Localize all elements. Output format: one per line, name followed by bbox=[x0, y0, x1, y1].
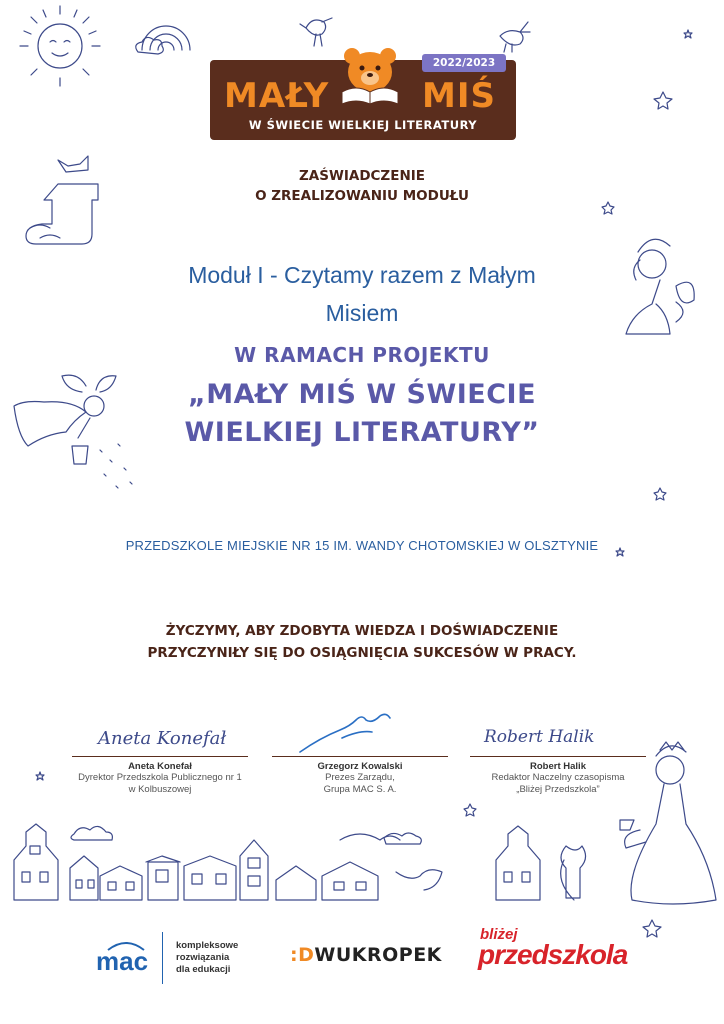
svg-text:Robert Halik: Robert Halik bbox=[484, 727, 595, 747]
mac-divider bbox=[162, 932, 163, 984]
dwukropek-mark: :D bbox=[290, 944, 315, 966]
school-name: PRZEDSZKOLE MIEJSKIE NR 15 IM. WANDY CHOTOMSKIEJ W OLSZTYNIE bbox=[125, 538, 599, 553]
within-project-label: W RAMACH PROJEKTU bbox=[234, 343, 490, 367]
svg-text:Aneta Konefał: Aneta Konefał bbox=[98, 728, 227, 749]
signature-line bbox=[470, 756, 646, 757]
signatory-name-1: Aneta Konefał bbox=[128, 761, 192, 772]
module-title-line1: Moduł I - Czytamy razem z Małym bbox=[188, 262, 536, 288]
sun-icon bbox=[20, 6, 100, 86]
mac-tagline-line2: rozwiązania bbox=[176, 952, 230, 963]
mac-arc-icon bbox=[106, 938, 146, 952]
blizej-wordmark-top: bliżej bbox=[480, 926, 518, 943]
logo-subtitle: W ŚWIECIE WIELKIEJ LITERATURY bbox=[248, 118, 478, 132]
module-title bbox=[120, 256, 604, 332]
mac-tagline bbox=[176, 940, 238, 976]
logo-year-badge: 2022/2023 bbox=[422, 54, 506, 72]
logo-title-left: MAŁY bbox=[224, 76, 330, 116]
signatory-role-3b: „Bliżej Przedszkola” bbox=[516, 784, 600, 795]
certificate-heading bbox=[0, 166, 724, 206]
mac-wordmark: mac bbox=[96, 946, 149, 976]
signatory-role-1b: w Kolbuszowej bbox=[128, 784, 192, 795]
bird-icon bbox=[300, 18, 530, 52]
wish-text-line1: ŻYCZYMY, ABY ZDOBYTA WIEDZA I DOŚWIADCZENIE bbox=[165, 623, 559, 639]
girl-with-butterfly-icon bbox=[626, 239, 694, 334]
wish-text-line2: PRZYCZYNIŁY SIĘ DO OSIĄGNIĘCIA SUKCESÓW W PRACY. bbox=[147, 645, 577, 661]
signature-line bbox=[72, 756, 248, 757]
signature-block-3 bbox=[470, 712, 646, 796]
bear-icon bbox=[338, 46, 402, 108]
signatory-name-3: Robert Halik bbox=[530, 761, 586, 772]
mac-logo bbox=[96, 930, 256, 986]
fairy-icon bbox=[14, 375, 132, 488]
signature-block-2 bbox=[272, 712, 448, 796]
dwukropek-wordmark: WUKROPEK bbox=[314, 944, 442, 966]
signature-image-2 bbox=[272, 712, 448, 756]
signature-image-3 bbox=[470, 712, 646, 756]
handwritten-signature-1 bbox=[72, 712, 248, 756]
houses-icon bbox=[14, 824, 586, 900]
maly-mis-logo bbox=[210, 57, 516, 140]
project-title-line1: „MAŁY MIŚ W ŚWIECIE bbox=[187, 379, 537, 410]
logo-title-right: MIŚ bbox=[422, 76, 496, 116]
project-title bbox=[120, 376, 604, 452]
signatory-role-3a: Redaktor Naczelny czasopisma bbox=[491, 772, 625, 783]
handwritten-signature-2 bbox=[272, 712, 448, 756]
certificate-heading-line2: O ZREALIZOWANIU MODUŁU bbox=[255, 188, 469, 204]
blizej-przedszkola-logo bbox=[478, 926, 628, 982]
module-title-line2: Misiem bbox=[325, 300, 399, 326]
signatory-role-2a: Prezes Zarządu, bbox=[325, 772, 395, 783]
signature-block-1 bbox=[72, 712, 248, 796]
mac-tagline-line1: kompleksowe bbox=[176, 940, 239, 951]
dwukropek-logo bbox=[290, 944, 442, 966]
signatory-role-2b: Grupa MAC S. A. bbox=[323, 784, 397, 795]
signatory-role-1a: Dyrektor Przedszkola Publicznego nr 1 bbox=[78, 772, 242, 783]
blizej-wordmark-main: przedszkola bbox=[478, 939, 628, 970]
mac-tagline-line3: dla edukacji bbox=[176, 964, 231, 975]
rainbow-icon bbox=[136, 26, 190, 54]
project-title-line2: WIELKIEJ LITERATURY” bbox=[184, 417, 540, 448]
signature-line bbox=[272, 756, 448, 757]
certificate-heading-line1: ZAŚWIADCZENIE bbox=[299, 168, 425, 184]
signatory-name-2: Grzegorz Kowalski bbox=[317, 761, 403, 772]
signature-image-1 bbox=[72, 712, 248, 756]
wish-text bbox=[0, 620, 724, 664]
handwritten-signature-3 bbox=[470, 712, 646, 756]
